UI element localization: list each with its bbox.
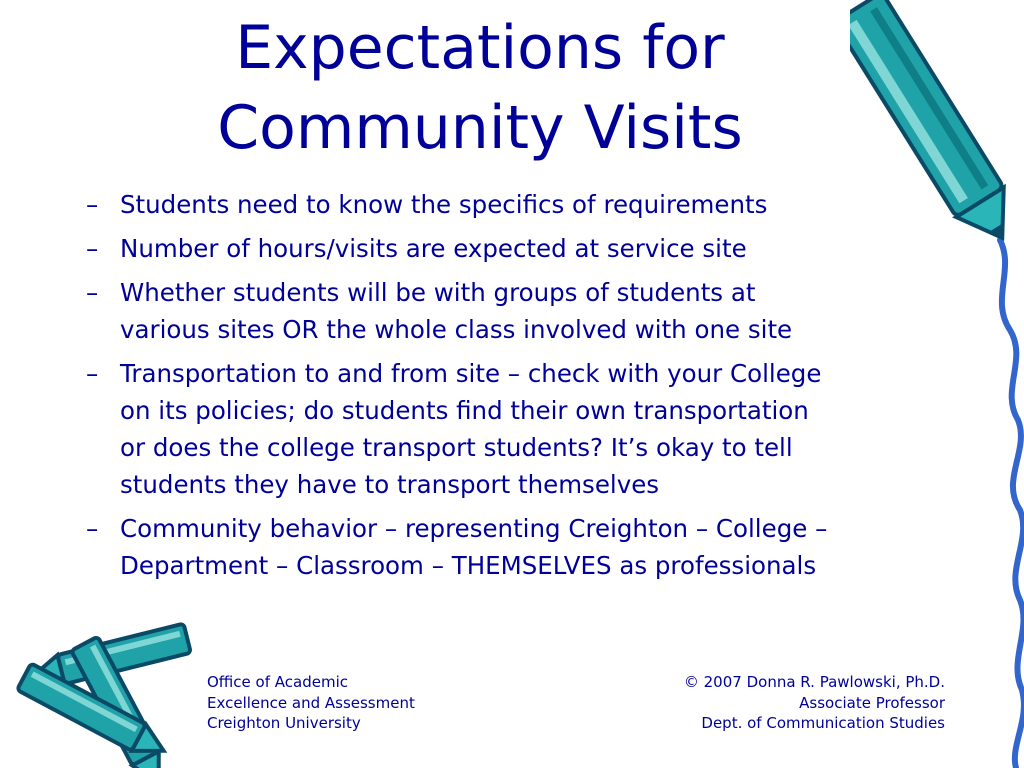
bullet-marker: – xyxy=(86,359,99,388)
bullet-marker: – xyxy=(86,234,99,263)
bullet-item xyxy=(86,355,976,503)
footer-right-line: Associate Professor xyxy=(799,693,945,712)
footer-right-line: © 2007 Donna R. Pawlowski, Ph.D. xyxy=(683,673,945,691)
bullet-line: Department – Classroom – THEMSELVES as professionals xyxy=(120,551,817,580)
title-line-2: Community Visits xyxy=(217,93,743,163)
bullet-line: Students need to know the specifics of requirements xyxy=(120,190,768,219)
bullet-marker: – xyxy=(86,514,99,543)
footer-left-line: Office of Academic xyxy=(207,673,348,691)
bullet-line: Transportation to and from site – check with your College xyxy=(120,359,822,388)
bullet-item xyxy=(86,186,976,223)
bullet-line: various sites OR the whole class involved with one site xyxy=(120,315,793,344)
bullet-line: or does the college transport students? It’s okay to tell xyxy=(120,433,793,462)
footer-right-line: Dept. of Communication Studies xyxy=(701,714,945,732)
bullet-line: on its policies; do students find their own transportation xyxy=(120,396,809,425)
footer-left-line: Excellence and Assessment xyxy=(207,693,415,712)
bullet-marker: – xyxy=(86,190,99,219)
crayons-icon xyxy=(0,618,210,768)
bullet-marker: – xyxy=(86,278,99,307)
bullet-line: Community behavior – representing Creighton – College – xyxy=(120,514,828,543)
bullet-list xyxy=(86,186,976,591)
wavy-line xyxy=(1000,240,1024,768)
bullet-item xyxy=(86,230,976,267)
title-line-1: Expectations for xyxy=(235,13,725,83)
footer-left xyxy=(207,672,415,734)
bullet-line: students they have to transport themselves xyxy=(120,470,660,499)
slide-title xyxy=(150,8,810,168)
bullet-item xyxy=(86,274,976,348)
bullet-item xyxy=(86,510,976,584)
bullet-line: Number of hours/visits are expected at service site xyxy=(120,234,747,263)
bullet-line: Whether students will be with groups of students at xyxy=(120,278,756,307)
footer-right xyxy=(684,672,945,734)
footer-left-line: Creighton University xyxy=(207,714,361,732)
